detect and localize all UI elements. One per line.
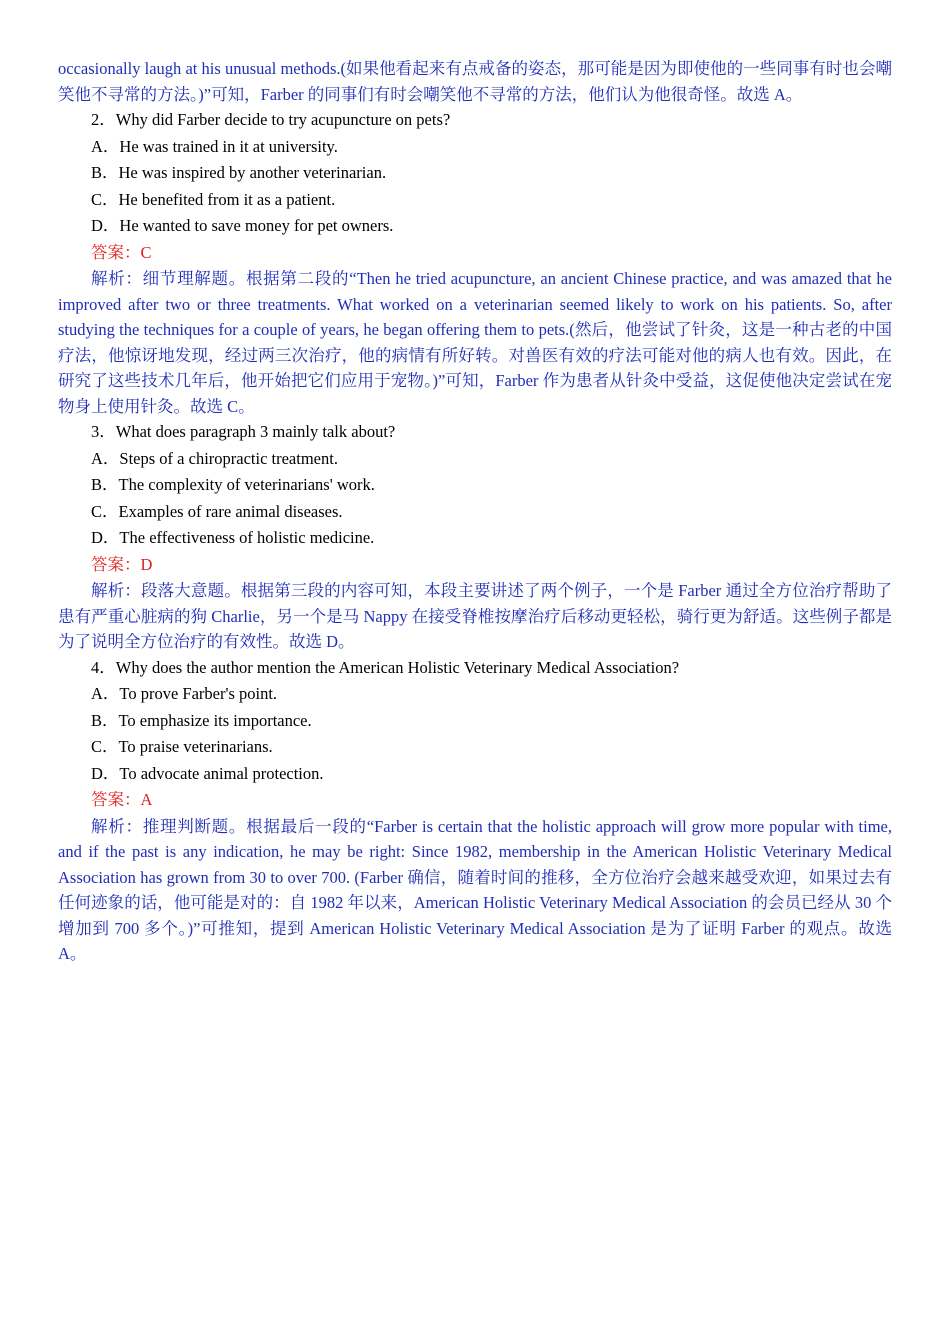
option-b: B．He was inspired by another veterinarian. — [91, 163, 387, 182]
analysis-text: 段落大意题。根据第三段的内容可知，本段主要讲述了两个例子，一个是 Farber 通过全方位治疗帮助了患有严重心脏病的狗 Charlie，另一个是马 Nappy 在接受脊椎按摩治疗后移动更轻松，骑行更为舒适。这些例子都是为了说明全方位治疗的有效性。故选 D。 — [58, 581, 892, 651]
option-c: C．He benefited from it as a patient. — [91, 189, 336, 209]
analysis-text: 细节理解题。根据第二段的“Then he tried acupuncture, an ancient Chinese practice, and was amazed that he improved after two or three treatments. What worked on a veterinarian seemed likely to work on his patients. So, after studying the techniques for a couple of years, he began offering them to pets.(然后，他尝试了针灸，这是一种古老的中国疗法，他惊讶地发现，经过两三次治疗，他的病情有所好转。对兽医有效的疗法可能对他的病人也有效。因此，在研究了这些技术几年后，他开始把它们应用于宠物。)”可知，Farber 作为患者从针灸中受益，这促使他决定尝试在宠物身上使用针灸。故选 C。 — [58, 269, 893, 416]
analysis-paragraph — [58, 578, 892, 655]
option-b: B．To emphasize its importance. — [91, 710, 312, 730]
analysis-label: 解析： — [91, 269, 143, 288]
question-4 — [58, 655, 892, 967]
answer-line: 答案：D — [91, 554, 153, 574]
option-c: C．Examples of rare animal diseases. — [91, 501, 343, 521]
option-a: A．To prove Farber's point. — [91, 684, 278, 703]
option-b: B．The complexity of veterinarians' work. — [91, 475, 375, 494]
analysis-paragraph — [58, 266, 892, 419]
document-page — [58, 56, 892, 967]
question-stem: 4．Why does the author mention the American Holistic Veterinary Medical Association? — [91, 657, 680, 677]
option-a: A．Steps of a chiropractic treatment. — [91, 448, 338, 468]
answer-line: 答案：A — [91, 790, 153, 809]
question-2 — [58, 107, 892, 419]
analysis-text: 推理判断题。根据最后一段的“Farber is certain that the holistic approach will grow more popular with time, and if the past is any indication, he may be right: Since 1982, membership in the American Holistic Veterinary Medical Association has grown from 30 to over 700. (Farber 确信，随着时间的推移，全方位治疗会越来越受欢迎，如果过去有任何迹象的话，他可能是对的：自 1982 年以来，American Holistic Veterinary Medical Association 的会员已经从 30 个增加到 700 多个。)”可推知，提到 American Holistic Veterinary Medical Association 是为了证明 Farber 的观点。故选 A。 — [58, 816, 893, 963]
option-c: C．To praise veterinarians. — [91, 737, 273, 756]
option-a: A．He was trained in it at university. — [91, 136, 338, 156]
option-d: D．The effectiveness of holistic medicine. — [91, 528, 375, 547]
question-stem: 2．Why did Farber decide to try acupuncture on pets? — [91, 110, 451, 129]
question-stem: 3．What does paragraph 3 mainly talk about? — [91, 422, 396, 441]
analysis-label: 解析： — [91, 816, 143, 836]
question-3 — [58, 419, 892, 655]
analysis-paragraph — [58, 814, 892, 967]
analysis-label: 解析： — [91, 581, 141, 600]
intro-explanation: occasionally laugh at his unusual methods.(如果他看起来有点戒备的姿态，那可能是因为即使他的一些同事有时也会嘲笑他不寻常的方法。)”可知，Farber 的同事们有时会嘲笑他不寻常的方法，他们认为他很奇怪。故选 A。 — [58, 59, 892, 104]
option-d: D．He wanted to save money for pet owners. — [91, 216, 394, 235]
option-d: D．To advocate animal protection. — [91, 763, 324, 783]
answer-line: 答案：C — [91, 242, 152, 262]
